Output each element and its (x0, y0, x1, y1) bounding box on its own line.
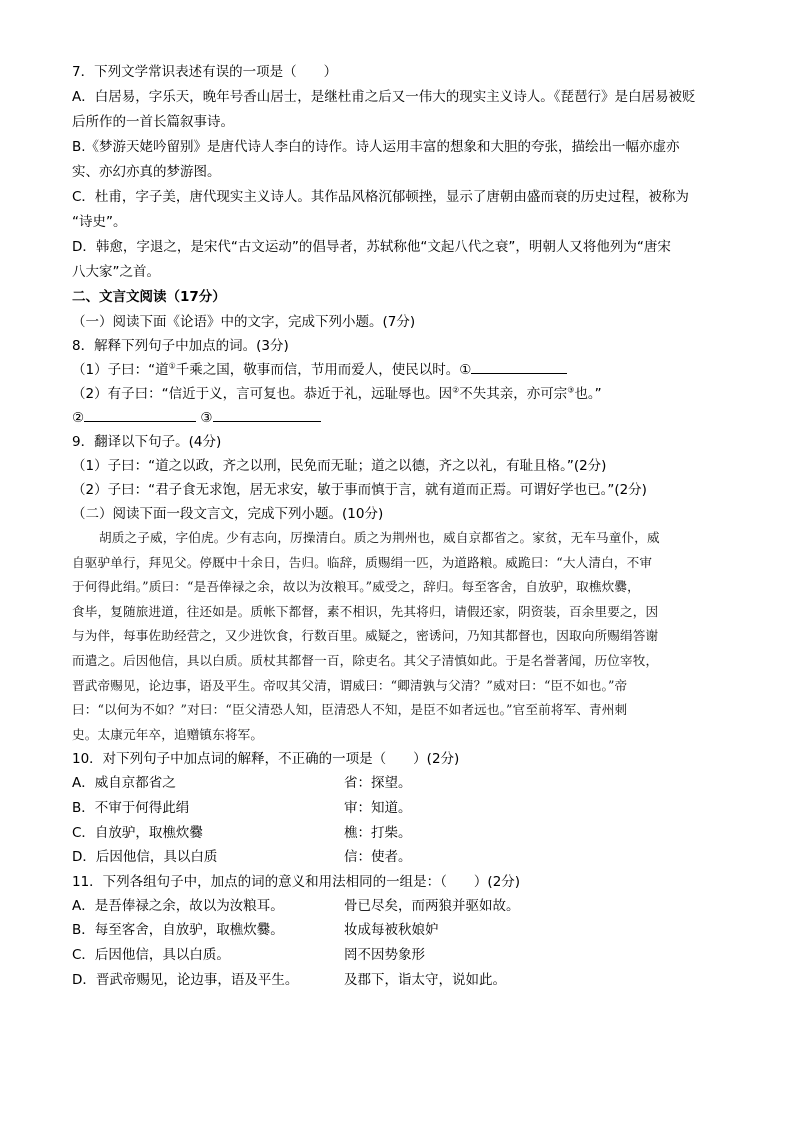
q11-option-left: D．晋武帝赐见，论边事，语及平生。 (72, 971, 299, 988)
part1-intro: （一）阅读下面《论语》中的文字，完成下列小题。(7分) (72, 314, 416, 330)
q10-option-text: D．后因他信，具以白质 (72, 849, 218, 866)
q9-item1: （1）子曰：“道之以政，齐之以刑，民免而无耻；道之以德，齐之以礼，有耻且格。”(2分) (72, 458, 607, 474)
q10-option-b (72, 796, 722, 821)
q7-stem: 7．下列文学常识表述有误的一项是（ ） (72, 64, 338, 80)
q10-option-gloss: 信：使者。 (344, 849, 412, 866)
q7-option-c-line1: C．杜甫，字子美，唐代现实主义诗人。其作品风格沉郁顿挫，显示了唐朝由盛而衰的历史过程，被称为 (72, 189, 689, 205)
classical-passage (72, 526, 722, 747)
note-marker: ③ (567, 385, 575, 395)
q8-item2 (72, 382, 722, 406)
passage-line: 于何得此绢。”质曰：“是吾俸禄之余，故以为汝粮耳。”威受之，辞归。每至客舍，自放驴，取樵炊爨， (72, 579, 640, 595)
blank-label-3: ③ (200, 410, 213, 426)
passage-line: 自驱驴单行，拜见父。停厩中十余日，告归。临辞，质赐绢一匹，为道路粮。威跪曰：“大人清白，不审 (72, 554, 653, 570)
answer-blank-1[interactable] (471, 359, 567, 374)
q11-option-right: 及郡下，诣太守，说如此。 (344, 971, 506, 988)
q8-item1-prefix: （1）子曰：“道 (72, 362, 169, 378)
q10-stem: 10．对下列句子中加点词的解释，不正确的一项是（ ）(2分) (72, 751, 460, 768)
passage-line: 而遣之。后因他信，具以白质。质杖其都督一百，除吏名。其父子清慎如此。于是名誉著闻，历位宰牧， (72, 652, 659, 668)
passage-line: 晋武帝赐见，论边事，语及平生。帝叹其父清，谓威曰：“卿清孰与父清？”威对曰：“臣不如也。”帝 (72, 677, 628, 693)
note-marker: ① (168, 361, 176, 371)
q8-item1 (72, 358, 722, 382)
q7-option-a-line1: A．白居易，字乐天，晚年号香山居士，是继杜甫之后又一伟大的现实主义诗人。《琵琶行》是白居易被贬 (72, 89, 696, 105)
exam-page (72, 60, 722, 992)
q10-option-c (72, 821, 722, 846)
passage-line: 曰：“以何为不如？”对曰：“臣父清恐人知，臣清恐人不知，是臣不如者远也。”官至前将军、青州刺 (72, 702, 628, 718)
part2-intro: （二）阅读下面一段文言文，完成下列小题。(10分) (72, 506, 384, 522)
q11-option-left: A．是吾俸禄之余，故以为汝粮耳。 (72, 897, 284, 914)
q10-option-d (72, 845, 722, 870)
q8-blanks-row (72, 406, 722, 430)
q8-item1-text: 千乘之国，敬事而信，节用而爱人，使民以时。① (175, 362, 472, 378)
q10-option-text: B．不审于何得此绢 (72, 799, 190, 816)
q11-option-d (72, 968, 722, 993)
passage-line: 与为伴，每事佐助经营之，又少进饮食，行数百里。威疑之，密诱问，乃知其都督也，因取向所赐绢答谢 (72, 628, 659, 644)
q10-option-gloss: 樵：打柴。 (344, 824, 412, 841)
answer-blank-2[interactable] (84, 407, 196, 422)
blank-label-2: ② (72, 410, 85, 426)
q10-option-text: A．威自京都省之 (72, 775, 176, 792)
q7-option-b-line2: 实、亦幻亦真的梦游图。 (72, 164, 221, 180)
q11-option-c (72, 943, 722, 968)
q11-option-right: 骨已尽矣，而两狼并驱如故。 (344, 897, 520, 914)
answer-blank-3[interactable] (213, 407, 321, 422)
q11-option-left: B．每至客舍，自放驴，取樵炊爨。 (72, 922, 284, 939)
q9-item2: （2）子曰：“君子食无求饱，居无求安，敏于事而慎于言，就有道而正焉。可谓好学也已。”(2分) (72, 482, 647, 498)
passage-line: 胡质之子威，字伯虎。少有志向，厉操清白。质之为荆州也，威自京都省之。家贫，无车马童仆，威 (99, 530, 660, 545)
q11-option-a (72, 894, 722, 919)
note-marker: ② (452, 385, 460, 395)
q7-option-d-line2: 八大家”之首。 (72, 264, 160, 280)
q10-option-gloss: 审：知道。 (344, 799, 412, 816)
q9-stem: 9．翻译以下句子。(4分) (72, 434, 222, 450)
passage-line: 食毕，复随旅进道，往还如是。质帐下都督，素不相识，先其将归，请假还家，阴资装，百余里要之，因 (72, 603, 659, 619)
passage-line: 史。太康元年卒，追赠镇东将军。 (72, 726, 264, 742)
q7-option-d-line1: D．韩愈，字退之，是宋代“古文运动”的倡导者，苏轼称他“文起八代之衰”，明朝人又将他列为“唐宋 (72, 239, 671, 255)
q8-item2-end: 也。” (574, 386, 602, 402)
q11-option-right: 妆成每被秋娘妒 (344, 922, 439, 939)
q8-item2-prefix: （2）有子曰：“信近于义，言可复也。恭近于礼，远耻辱也。因 (72, 386, 453, 402)
q10-option-gloss: 省：探望。 (344, 775, 412, 792)
q8-item2-mid: 不失其亲，亦可宗 (459, 386, 568, 402)
q7-option-c-line2: “诗史”。 (72, 214, 127, 230)
q11-option-b (72, 918, 722, 943)
q10-option-text: C．自放驴，取樵炊爨 (72, 824, 203, 841)
q11-option-right: 罔不因势象形 (344, 946, 425, 963)
q11-option-left: C．后因他信，具以白质。 (72, 946, 230, 963)
q10-option-a (72, 771, 722, 796)
q7-option-b-line1: B.《梦游天姥吟留别》是唐代诗人李白的诗作。诗人运用丰富的想象和大胆的夸张，描绘出一幅亦虚亦 (72, 139, 680, 155)
q7-option-a-line2: 后所作的一首长篇叙事诗。 (72, 114, 234, 130)
section-title: 二、文言文阅读（17分） (72, 289, 226, 305)
q8-stem: 8．解释下列句子中加点的词。(3分) (72, 338, 289, 354)
q11-stem: 11．下列各组句子中，加点的词的意义和用法相同的一组是：（ ）(2分) (72, 873, 521, 890)
